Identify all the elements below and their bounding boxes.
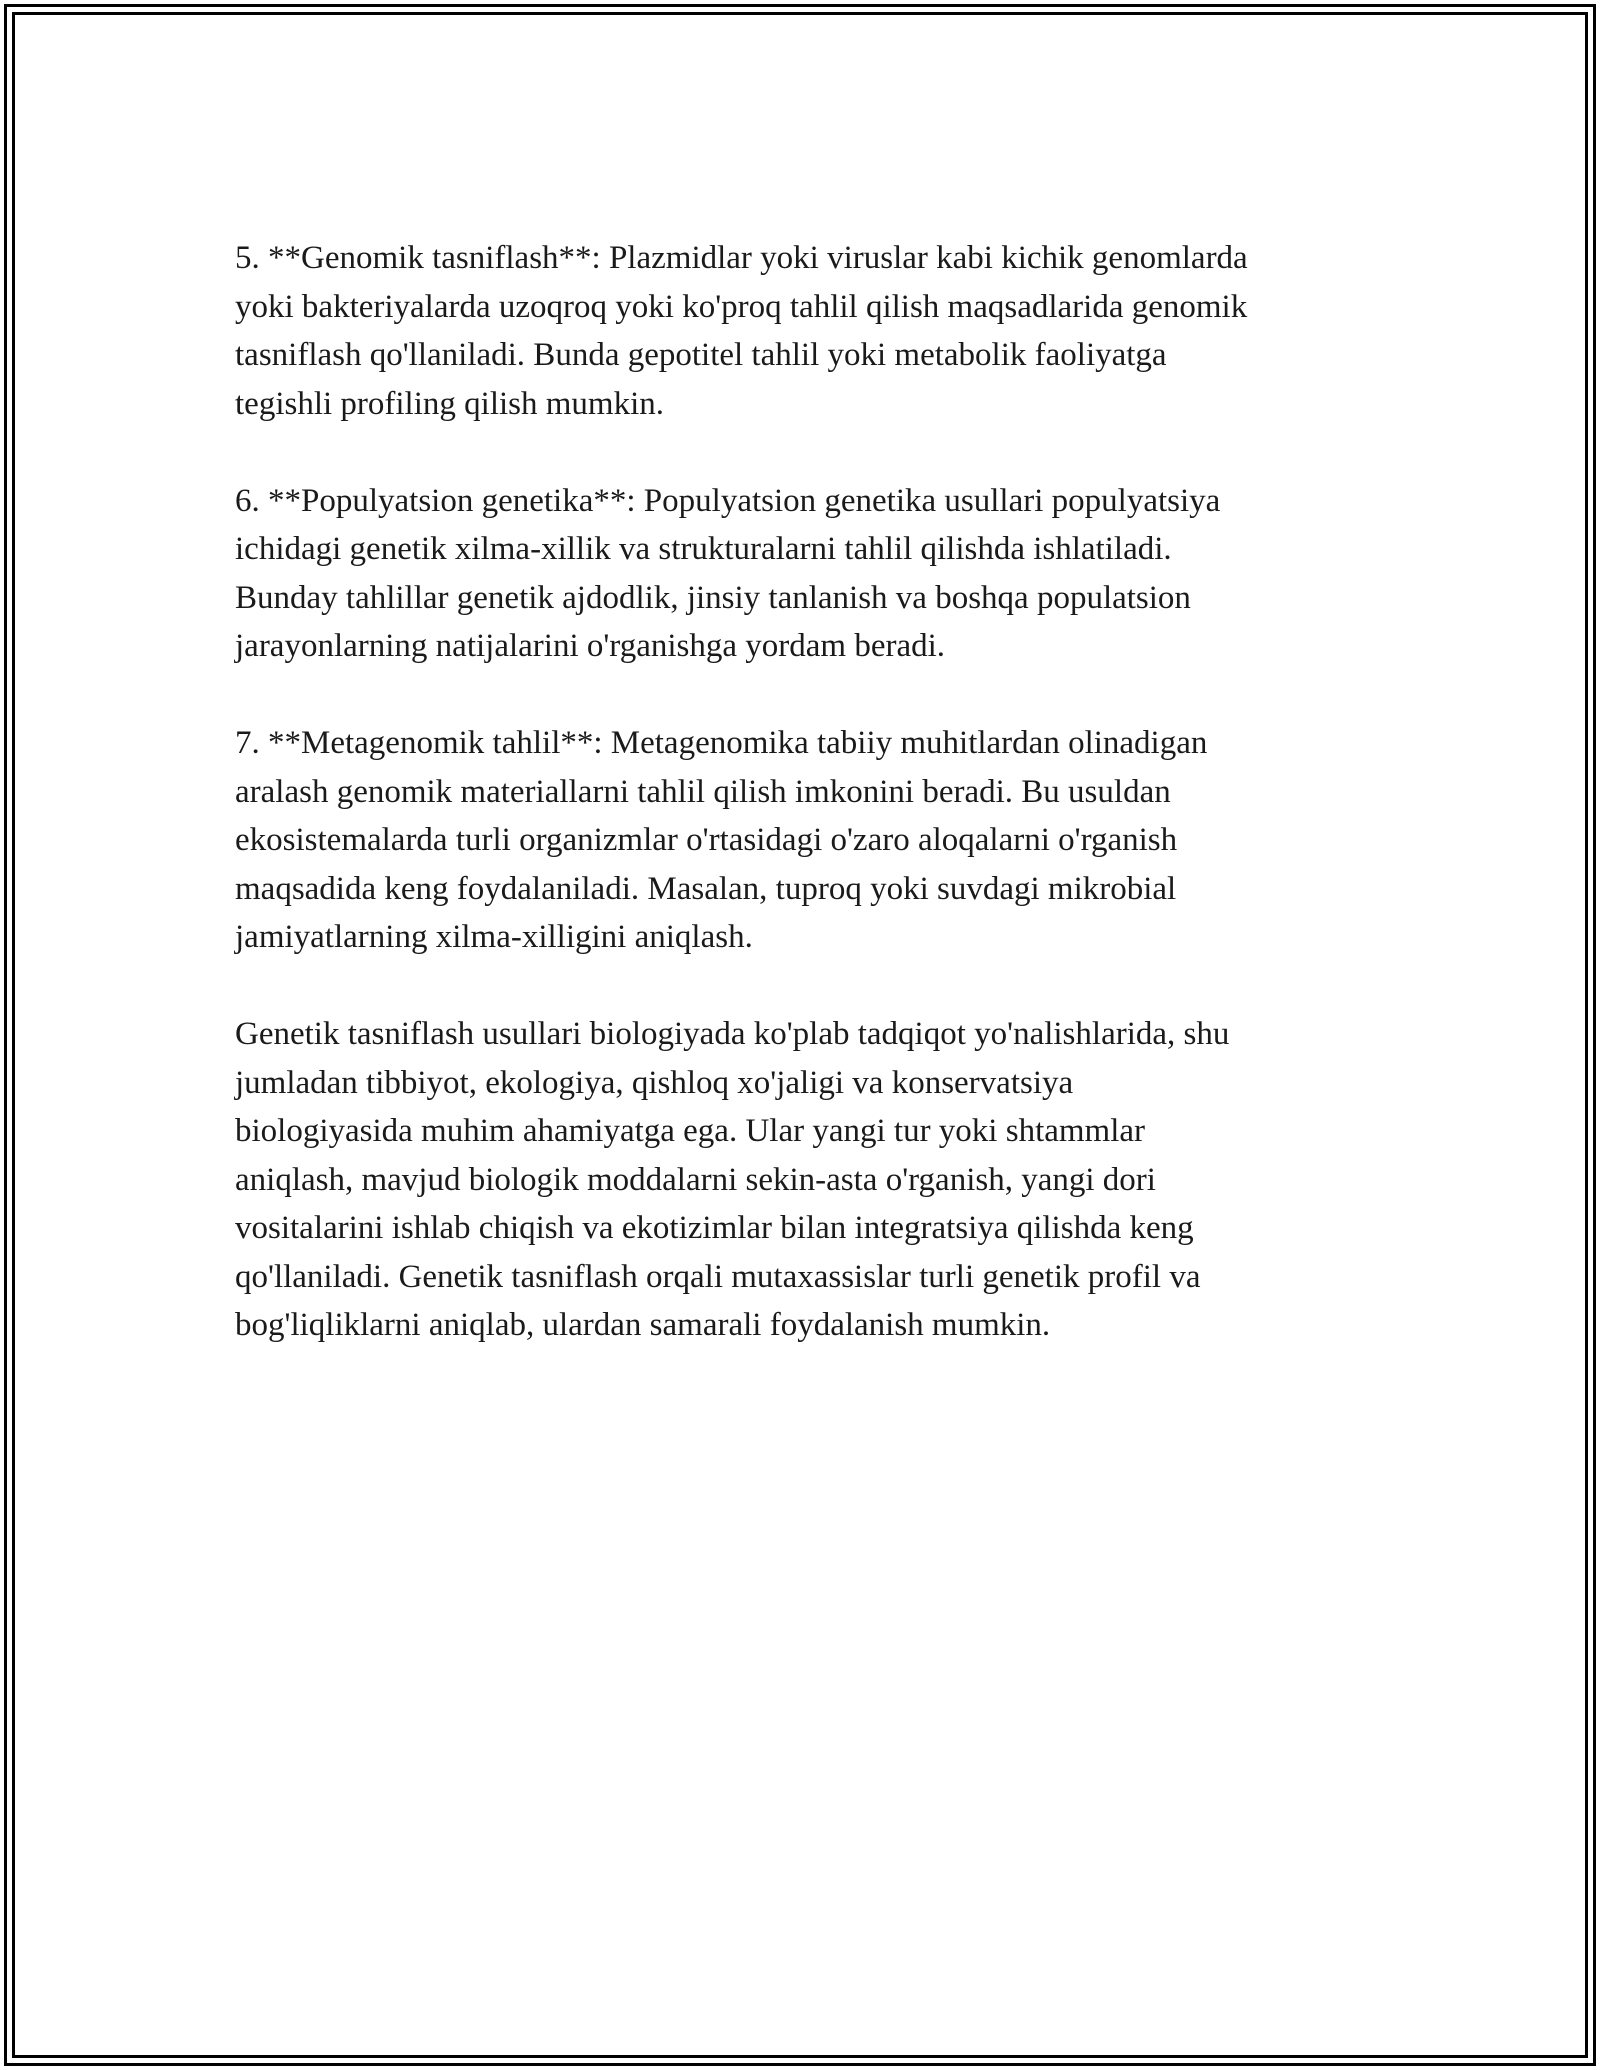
paragraph-genomik-tasniflash: 5. **Genomik tasniflash**: Plazmidlar yoki viruslar kabi kichik genomlarda yoki bakteriyalarda uzoqroq yoki ko'proq tahlil qilish maqsadlarida genomik tasniflash qo'llaniladi. Bunda gepotitel tahlil yoki metabolik faoliyatga tegishli profiling qilish mumkin. bbox=[235, 240, 1248, 422]
paragraph-conclusion: Genetik tasniflash usullari biologiyada ko'plab tadqiqot yo'nalishlarida, shu jumladan tibbiyot, ekologiya, qishloq xo'jaligi va konservatsiya biologiyasida muhim ahamiyatga ega. Ular yangi tur yoki shtammlar aniqlash, mavjud biologik moddalarni sekin-asta o'rganish, yangi dori vositalarini ishlab chiqish va ekotizimlar bilan integratsiya qilishda keng qo'llaniladi. Genetik tasniflash orqali mutaxassislar turli genetik profil va bog'liqliklarni aniqlab, ulardan samarali foydalanish mumkin. bbox=[235, 1016, 1230, 1343]
paragraph-populyatsion-genetika: 6. **Populyatsion genetika**: Populyatsion genetika usullari populyatsiya ichidagi genetik xilma-xillik va strukturalarni tahlil qilishda ishlatiladi. Bunday tahlillar genetik ajdodlik, jinsiy tanlanish va boshqa populatsion jarayonlarning natijalarini o'rganishga yordam beradi. bbox=[235, 482, 1221, 664]
paragraph-metagenomik-tahlil: 7. **Metagenomik tahlil**: Metagenomika tabiiy muhitlardan olinadigan aralash genomik materiallarni tahlil qilish imkonini beradi. Bu usuldan ekosistemalarda turli organizmlar o'rtasidagi o'zaro aloqalarni o'rganish maqsadida keng foydalaniladi. Masalan, tuproq yoki suvdagi mikrobial jamiyatlarning xilma-xilligini aniqlash. bbox=[235, 725, 1208, 955]
document-body bbox=[235, 234, 1385, 1350]
